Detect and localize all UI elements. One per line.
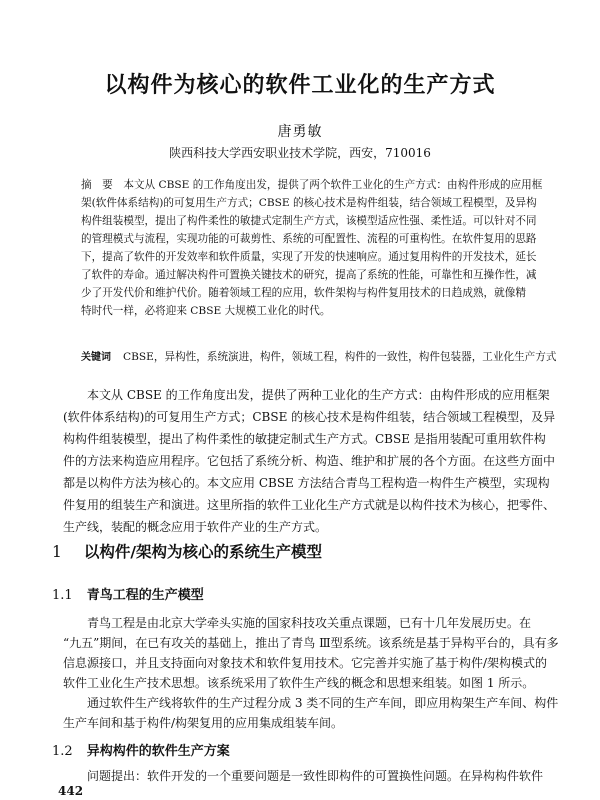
abstract-line: 的管理模式与流程，实现功能的可裁剪性、系统的可配置性、流程的可重构性。在软件复用的思路 — [81, 233, 537, 245]
paragraph-line: 问题提出：软件开发的一个重要问题是一致性即构件的可置换性问题。在异构构件软件 — [63, 769, 544, 783]
keywords-label: 关键词 — [81, 352, 111, 363]
paragraph-1-1-b — [63, 692, 559, 736]
paragraph-1-1 — [63, 612, 559, 700]
section-title: 以构件/架构为核心的系统生产模型 — [83, 543, 323, 561]
intro-line: 生产线，装配的概念应用于软件产业的生产方式。 — [63, 520, 328, 534]
paragraph-1-2 — [63, 765, 559, 787]
author-affiliation: 陕西科技大学西安职业技术学院，西安，710016 — [169, 146, 431, 160]
author-name: 唐勇敏 — [277, 124, 323, 140]
intro-line: 都是以构件方法为核心的。本文应用 CBSE 方法结合青鸟工程构造一构件生产模型，实现构 — [63, 476, 550, 490]
subsection-heading-1-2 — [52, 740, 230, 759]
paragraph-line: 软件工业化生产技术思想。该系统采用了软件生产线的概念和思想来组装。如图 1 所示。 — [63, 676, 535, 690]
abstract-line: 下，提高了软件的开发效率和软件质量，实现了开发的快速响应。通过复用构件的开发技术，延长 — [81, 251, 537, 263]
abstract-line: 摘 要 本文从 CBSE 的工作角度出发，提供了两个软件工业化的生产方式：由构件形成的应用框 — [81, 179, 543, 191]
intro-line: (软件体系结构)的可复用生产方式；CBSE 的核心技术是构件组装，结合领域工程模型，及异 — [63, 410, 556, 424]
intro-line: 件复用的组装生产和演进。这里所指的软件工业化生产方式就是以构件技术为核心，把零件、 — [63, 498, 556, 512]
subsection-number: 1.1 — [52, 588, 73, 603]
paragraph-line: 通过软件生产线将软件的生产过程分成 3 类不同的生产车间，即应用构架生产车间、构件 — [63, 696, 559, 710]
keywords-text: CBSE，异构性，系统演进，构件，领域工程，构件的一致性，构件包装器，工业化生产方式 — [123, 351, 557, 363]
paragraph-line: 生产车间和基于构件/构架复用的应用集成组装车间。 — [63, 716, 344, 730]
keywords — [81, 348, 557, 364]
paper-title: 以构件为核心的软件工业化的生产方式 — [104, 73, 496, 98]
abstract-line: 了软件的寿命。通过解决构件可置换关键技术的研究，提高了系统的性能，可靠性和互操作性，减 — [81, 269, 537, 281]
abstract-line: 构件组装模型，提出了构件柔性的敏捷式定制生产方式，该模型适应性强、柔性适。可以针对不同 — [81, 215, 537, 227]
subsection-number: 1.2 — [52, 744, 73, 759]
intro-line: 本文从 CBSE 的工作角度出发，提供了两种工业化的生产方式：由构件形成的应用框架 — [63, 388, 550, 402]
intro-line: 件的方法来构造应用程序。它包括了系统分析、构造、维护和扩展的各个方面。在这些方面中 — [63, 454, 556, 468]
abstract-line: 少了开发代价和维护代价。随着领域工程的应用，软件架构与构件复用技术的日趋成熟，就像精 — [81, 287, 526, 299]
paragraph-line: 青鸟工程是由北京大学牵头实施的国家科技攻关重点课题，已有十几年发展历史。在 — [63, 616, 532, 630]
intro-paragraph — [63, 384, 559, 534]
subsection-title: 青鸟工程的生产模型 — [86, 588, 204, 603]
page-number: 442 — [58, 784, 84, 798]
abstract-line: 特时代一样，必将迎来 CBSE 大规模工业化的时代。 — [81, 305, 331, 317]
subsection-title: 异构构件的软件生产方案 — [86, 744, 230, 759]
paragraph-line: “九五”期间，在已有攻关的基础上，推出了青鸟 Ⅲ型系统。该系统是基于异构平台的，具有多 — [63, 636, 559, 650]
intro-line: 构构件组装模型，提出了构件柔性的敏捷定制式生产方式。CBSE 是指用装配可重用软件构 — [63, 432, 546, 446]
paragraph-line: 信息源接口，并且支持面向对象技术和软件复用技术。它完善并实施了基于构件/架构模式的 — [63, 656, 548, 670]
abstract — [81, 176, 557, 326]
section-number: 1 — [52, 543, 62, 561]
subsection-heading-1-1 — [52, 584, 204, 603]
section-heading-1 — [52, 540, 322, 562]
abstract-line: 架(软件体系结构)的可复用生产方式；CBSE 的核心技术是构件组装，结合领域工程模型，及异构 — [81, 197, 537, 209]
